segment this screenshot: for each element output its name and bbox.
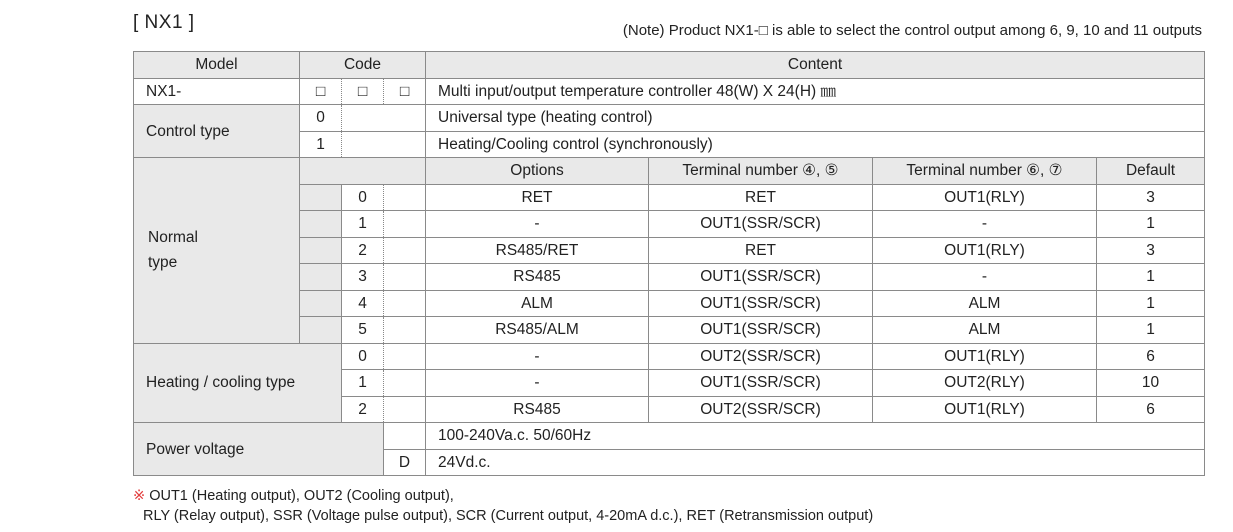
empty-code-cell: [300, 158, 426, 185]
empty-code-cell: [342, 105, 426, 132]
code-cell: 4: [342, 290, 384, 317]
terminal-6-7-cell: ALM: [873, 290, 1097, 317]
normal-type-label-line1: Normal: [148, 229, 198, 247]
default-cell: 6: [1097, 343, 1205, 370]
header-options: Options: [426, 158, 649, 185]
table-row: [134, 343, 1205, 370]
option-cell: RS485: [426, 396, 649, 423]
code-cell: 1: [342, 370, 384, 397]
reference-mark-icon: ※: [133, 488, 146, 504]
terminal-4-5-cell: OUT1(SSR/SCR): [649, 370, 873, 397]
empty-code-cell: [384, 396, 426, 423]
option-cell: RS485/ALM: [426, 317, 649, 344]
code-cell: 2: [342, 396, 384, 423]
content-cell: 24Vd.c.: [426, 449, 1205, 476]
terminal-4-5-cell: OUT1(SSR/SCR): [649, 264, 873, 291]
terminal-4-5-cell: RET: [649, 184, 873, 211]
table-row: [134, 78, 1205, 105]
heating-cooling-type-label: Heating / cooling type: [134, 343, 342, 423]
terminal-6-7-cell: OUT1(RLY): [873, 396, 1097, 423]
code-box-icon: □: [384, 78, 426, 105]
terminal-6-7-cell: ALM: [873, 317, 1097, 344]
terminal-6-7-cell: OUT1(RLY): [873, 343, 1097, 370]
option-cell: -: [426, 370, 649, 397]
empty-code-cell: [300, 290, 342, 317]
footnote: [133, 486, 873, 526]
terminal-4-5-cell: OUT2(SSR/SCR): [649, 396, 873, 423]
default-cell: 3: [1097, 184, 1205, 211]
empty-code-cell: [384, 264, 426, 291]
footnote-text-1: OUT1 (Heating output), OUT2 (Cooling output),: [149, 488, 454, 504]
header-code: Code: [300, 52, 426, 79]
code-cell: 3: [342, 264, 384, 291]
content-cell: 100-240Va.c. 50/60Hz: [426, 423, 1205, 450]
header-content: Content: [426, 52, 1205, 79]
footnote-line-1: [133, 486, 873, 506]
power-voltage-label: Power voltage: [134, 423, 384, 476]
table-header-row: [134, 52, 1205, 79]
code-box-icon: □: [300, 78, 342, 105]
header-terminal-4-5: Terminal number ④, ⑤: [649, 158, 873, 185]
default-cell: 6: [1097, 396, 1205, 423]
control-type-label: Control type: [134, 105, 300, 158]
code-cell: 0: [342, 184, 384, 211]
code-cell: 0: [342, 343, 384, 370]
default-cell: 1: [1097, 264, 1205, 291]
code-cell: 0: [300, 105, 342, 132]
terminal-6-7-cell: -: [873, 264, 1097, 291]
normal-type-label: [134, 158, 300, 344]
code-box-icon: □: [342, 78, 384, 105]
code-cell: 2: [342, 237, 384, 264]
empty-code-cell: [300, 264, 342, 291]
empty-code-cell: [384, 237, 426, 264]
code-cell: 1: [342, 211, 384, 238]
empty-code-cell: [384, 211, 426, 238]
code-cell: 1: [300, 131, 342, 158]
default-cell: 1: [1097, 211, 1205, 238]
product-note: (Note) Product NX1-□ is able to select the control output among 6, 9, 10 and 11 outputs: [622, 22, 1202, 39]
footnote-text-2: RLY (Relay output), SSR (Voltage pulse output), SCR (Current output, 4-20mA d.c.), RET (Retransmission output): [143, 508, 874, 524]
content-cell: Universal type (heating control): [426, 105, 1205, 132]
default-cell: 3: [1097, 237, 1205, 264]
model-description: Multi input/output temperature controller 48(W) X 24(H) ㎜: [426, 78, 1205, 105]
empty-code-cell: [342, 131, 426, 158]
table-row: [134, 423, 1205, 450]
footnote-line-2: [133, 506, 873, 526]
empty-code-cell: [300, 184, 342, 211]
table-row: [134, 105, 1205, 132]
empty-code-cell: [384, 343, 426, 370]
default-cell: 10: [1097, 370, 1205, 397]
option-cell: -: [426, 211, 649, 238]
terminal-6-7-cell: -: [873, 211, 1097, 238]
header-model: Model: [134, 52, 300, 79]
terminal-4-5-cell: OUT1(SSR/SCR): [649, 211, 873, 238]
empty-code-cell: [300, 211, 342, 238]
terminal-4-5-cell: OUT2(SSR/SCR): [649, 343, 873, 370]
option-cell: RS485/RET: [426, 237, 649, 264]
option-cell: ALM: [426, 290, 649, 317]
empty-code-cell: [384, 290, 426, 317]
empty-code-cell: [384, 317, 426, 344]
option-cell: RET: [426, 184, 649, 211]
page-title: [ NX1 ]: [133, 12, 195, 33]
terminal-6-7-cell: OUT1(RLY): [873, 184, 1097, 211]
terminal-4-5-cell: OUT1(SSR/SCR): [649, 317, 873, 344]
code-cell: D: [384, 449, 426, 476]
terminal-6-7-cell: OUT2(RLY): [873, 370, 1097, 397]
default-cell: 1: [1097, 317, 1205, 344]
code-cell: 5: [342, 317, 384, 344]
terminal-4-5-cell: OUT1(SSR/SCR): [649, 290, 873, 317]
model-code-table: [133, 51, 1205, 476]
code-cell: [384, 423, 426, 450]
empty-code-cell: [300, 317, 342, 344]
option-cell: -: [426, 343, 649, 370]
terminal-4-5-cell: RET: [649, 237, 873, 264]
header-default: Default: [1097, 158, 1205, 185]
option-cell: RS485: [426, 264, 649, 291]
empty-code-cell: [384, 370, 426, 397]
terminal-6-7-cell: OUT1(RLY): [873, 237, 1097, 264]
empty-code-cell: [300, 237, 342, 264]
header-terminal-6-7: Terminal number ⑥, ⑦: [873, 158, 1097, 185]
normal-type-label-line2: type: [148, 254, 178, 272]
content-cell: Heating/Cooling control (synchronously): [426, 131, 1205, 158]
empty-code-cell: [384, 184, 426, 211]
options-header-row: [134, 158, 1205, 185]
model-cell: NX1-: [134, 78, 300, 105]
default-cell: 1: [1097, 290, 1205, 317]
